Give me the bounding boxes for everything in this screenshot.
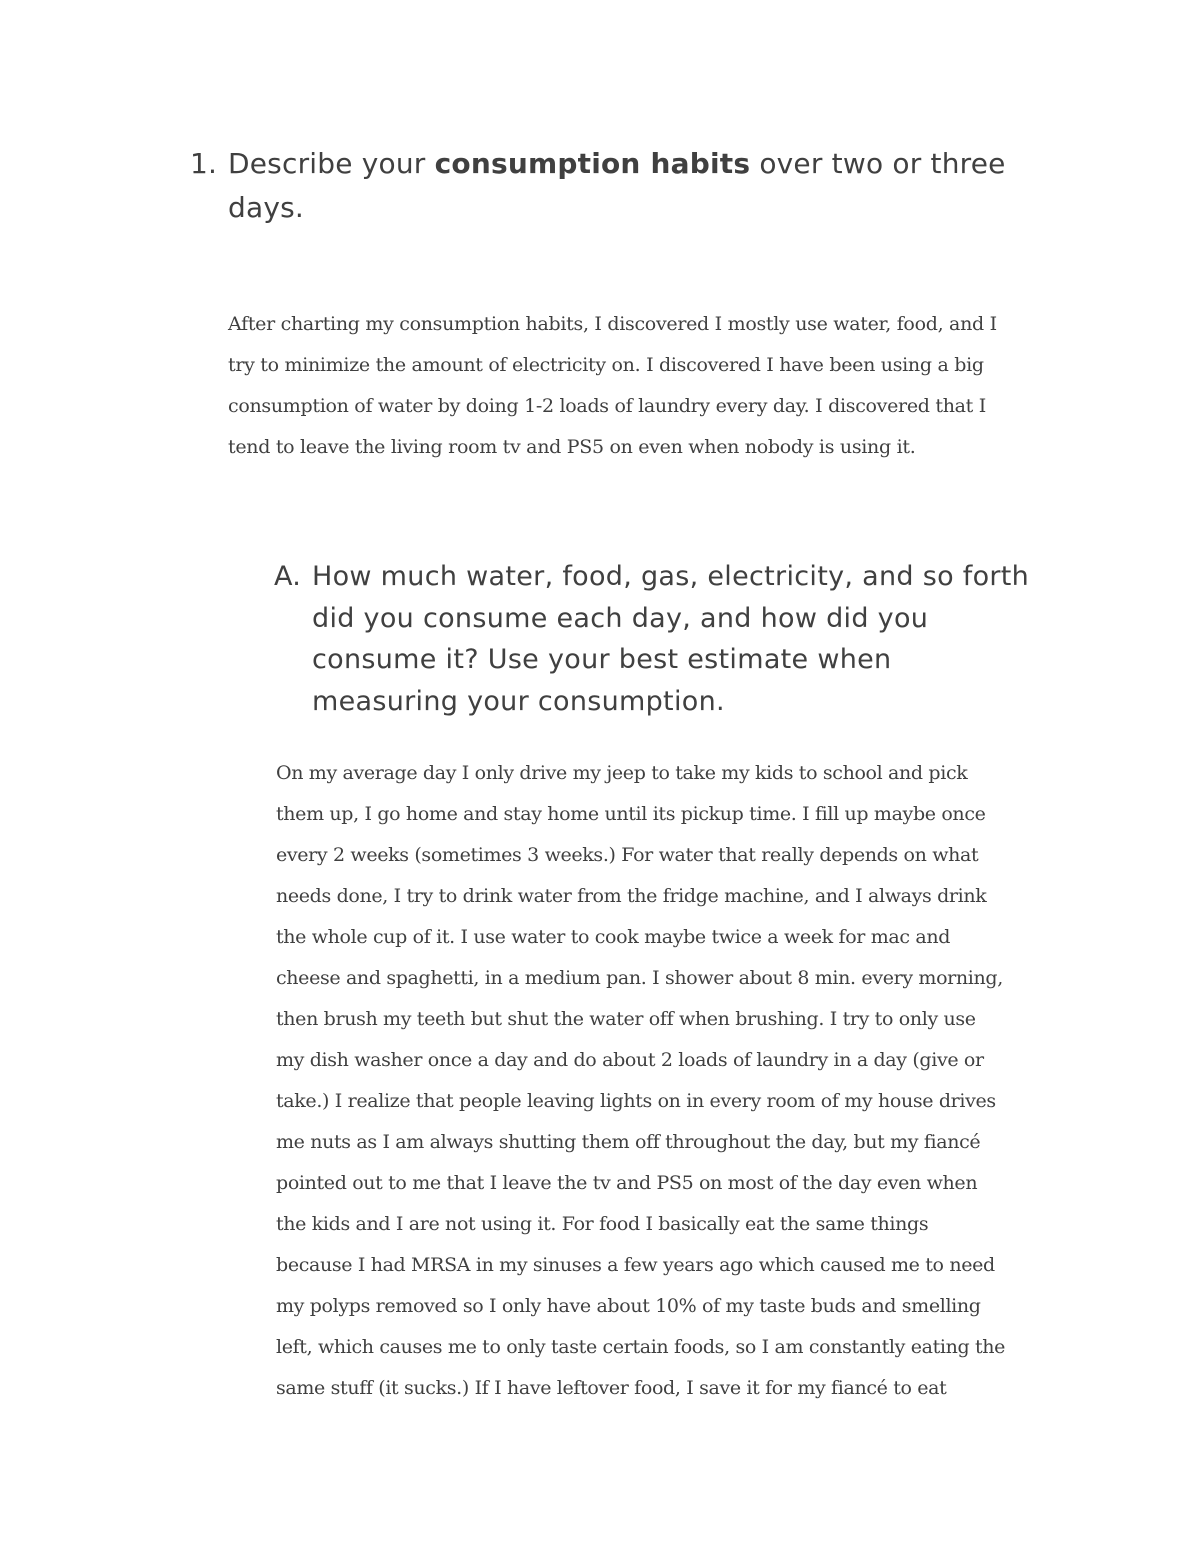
question-line: did you consume each day, and how did you [312, 602, 929, 634]
question-emphasis: consumption habits [434, 147, 751, 180]
answer-line: every 2 weeks (sometimes 3 weeks.) For water that really depends on what [276, 844, 979, 866]
question-text-line2: days. [228, 191, 304, 224]
answer-line: After charting my consumption habits, I discovered I mostly use water, food, and I [228, 313, 997, 335]
answer-line: cheese and spaghetti, in a medium pan. I shower about 8 min. every morning, [276, 967, 1003, 989]
question-1a-text [312, 556, 1092, 722]
answer-1a [276, 753, 1076, 1409]
question-line: consume it? Use your best estimate when [312, 644, 892, 675]
answer-line: take.) I realize that people leaving lights on in every room of my house drives [276, 1090, 996, 1112]
answer-line: left, which causes me to only taste certain foods, so I am constantly eating the [276, 1336, 1006, 1358]
answer-line: because I had MRSA in my sinuses a few years ago which caused me to need [276, 1254, 995, 1276]
answer-line: the kids and I are not using it. For food I basically eat the same things [276, 1213, 929, 1235]
answer-line: try to minimize the amount of electricity on. I discovered I have been using a big [228, 354, 984, 376]
answer-line: me nuts as I am always shutting them off throughout the day, but my fiancé [276, 1131, 981, 1153]
answer-line: my polyps removed so I only have about 10% of my taste buds and smelling [276, 1295, 981, 1317]
answer-line: my dish washer once a day and do about 2 loads of laundry in a day (give or [276, 1049, 984, 1071]
list-letter: A. [274, 561, 302, 592]
answer-line: needs done, I try to drink water from the fridge machine, and I always drink [276, 885, 987, 907]
answer-1 [228, 304, 1088, 468]
answer-line: tend to leave the living room tv and PS5 on even when nobody is using it. [228, 436, 916, 458]
question-1-text [228, 142, 1048, 230]
question-line: How much water, food, gas, electricity, and so forth [312, 561, 1030, 592]
question-line: measuring your consumption. [312, 685, 725, 717]
question-text-suffix: over two or three [750, 147, 1006, 180]
question-text-prefix: Describe your [228, 147, 435, 180]
answer-line: On my average day I only drive my jeep to take my kids to school and pick [276, 762, 968, 784]
answer-line: pointed out to me that I leave the tv and PS5 on most of the day even when [276, 1172, 978, 1194]
answer-line: consumption of water by doing 1-2 loads of laundry every day. I discovered that I [228, 395, 986, 417]
answer-line: same stuff (it sucks.) If I have leftover food, I save it for my fiancé to eat [276, 1377, 947, 1399]
answer-line: them up, I go home and stay home until its pickup time. I fill up maybe once [276, 803, 986, 825]
answer-line: then brush my teeth but shut the water off when brushing. I try to only use [276, 1008, 976, 1030]
list-number: 1. [190, 147, 218, 180]
answer-line: the whole cup of it. I use water to cook maybe twice a week for mac and [276, 926, 951, 948]
